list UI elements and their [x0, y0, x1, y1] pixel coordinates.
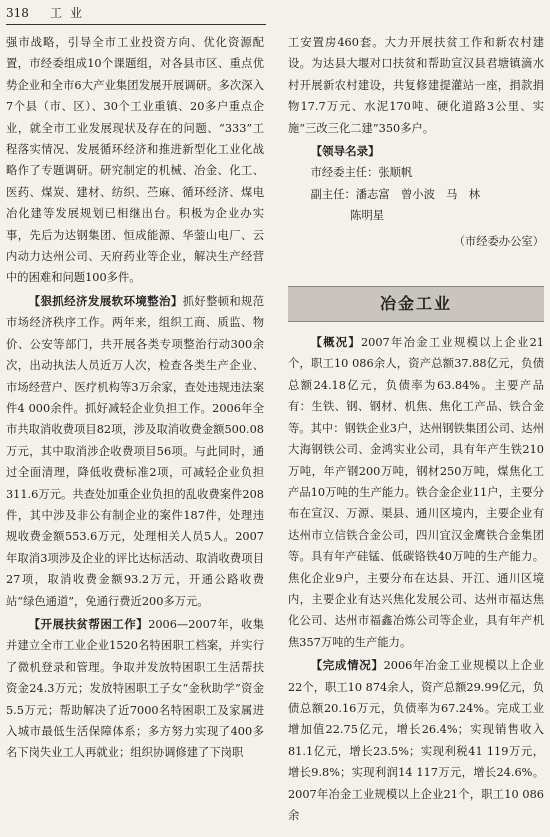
- section-title-metallurgy: 冶金工业: [288, 286, 544, 322]
- heading-completion: 【完成情况】: [310, 658, 384, 673]
- body-poverty: 2006—2007年，收集并建立全市工业企业1520名特困职工档案，并实行了微机登录和管理。争取并发放特困职工生活帮扶资金24.3万元；发放特困职工子女“金秋助学”资金5.5万元；帮助解决了近7000名特困职工及家属进入城市最低生活保障体系；多方努力实现了400多名下岗失业工人再就业；组织协调修建了下岗职: [6, 617, 265, 760]
- body-overview: 2007年冶金工业规模以上企业21个，职工10 086余人，资产总额37.88亿元，负债总额24.18亿元，负债率为63.84%。主要产品有：生铁、钢、钢材、机焦、焦化工产品、铁合金等。其中：钢铁企业3户，达州钢铁集团公司、达州大海钢铁公司、金鸿实业公司，具有年产生铁210万吨，年产钢200万吨，钢材250万吨，煤焦化工产品10万吨的生产能力。铁合金企业11户，主要分布在宣汉、万源、渠县、通川区境内，主要企业有达州市立信铁合金公司，四川宜汉金鹰铁合金集团等。具有年产硅锰、低碳铬铁40万吨的生产能力。焦化企业9户，主要分布在达县、开江、通川区境内，主要企业有达兴焦化发展公司、达州市福达焦化公司、达州市福鑫冶炼公司等企业，具有年产机焦357万吨的生产能力。: [288, 336, 544, 649]
- leader-deputies-cont: 陈明星: [350, 209, 385, 223]
- running-header: [6, 4, 266, 25]
- heading-leaders-line: [288, 141, 544, 162]
- left-column: [6, 32, 264, 764]
- running-title: 工业: [50, 6, 91, 20]
- paragraph-environment: [6, 291, 264, 612]
- heading-poverty: 【开展扶贫帮困工作】: [28, 616, 149, 631]
- body-completion: 2006年冶金工业规模以上企业22个，职工10 874余人，资产总额29.99亿元，负债总额20.16万元，负债率为67.24%。完成工业增加值22.75亿元，增长26.4%；实现销售收入81.1亿元，增长23.5%；实现利税41 119万元，增长9.8%；实现利润14 117万元，增长24.6%。2007年冶金工业规模以上企业21个，职工10 086余: [288, 659, 544, 822]
- heading-leaders: 【领导名录】: [310, 144, 380, 159]
- heading-environment: 【狠抓经济发展软环境整治】: [28, 293, 183, 308]
- page-number: 318: [6, 6, 29, 20]
- leader-deputies: 副主任：潘志富 曾小波 马 林: [310, 187, 481, 201]
- paragraph-research: 强市战略，引导全市工业投资方向、优化资源配置，市经委组成10个课题组，对各县市区、重点优势企业和全市6大产业集团发展开展调研。多次深入7个县（市、区）、30个工业重镇、20多户重点企业，就全市工业发展现状及存在的问题、“333”工程落实情况、发展循环经济和推进新型化工业化战略作了专题调研。研究制定的机械、冶金、化工、医药、煤炭、建材、纺织、苎麻、循环经济、煤电冶化建等发展规划已相继出台。积极为企业办实事，先后为达钢集团、恒成能源、华蓥山电厂、云内动力达州公司、天府药业等企业，解决生产经营中的困难和问题100多件。: [6, 36, 264, 285]
- right-column: [288, 32, 544, 826]
- paragraph-housing: 工安置房460套。大力开展扶贫工作和新农村建设。为达县大堰对口扶贫和帮助宣汉县君塘镇滴水村开展新农村建设，共复修建提灌站一座，捐款捐物17.7万元、水泥170吨、硬化道路3公里、实施“三改三化二建”350多户。: [288, 36, 544, 135]
- source-note: （市经委办公室）: [453, 234, 544, 248]
- heading-overview: 【概况】: [310, 336, 361, 350]
- paragraph-poverty: [6, 614, 264, 764]
- leader-director: 市经委主任：张顺帆: [310, 166, 413, 180]
- paragraph-overview: [288, 332, 544, 653]
- paragraph-completion: [288, 655, 544, 826]
- body-environment: 抓好整顿和规范市场经济秩序工作。两年来，组织工商、质监、物价、公安等部门，共开展各类专项整治行动300余次，出动执法人员近万人次，检查各类生产企业、市场经营户、医疗机构等3万余家，查处违规违法案件4 000余件。抓好减轻企业负担工作。2006年全市共取消收费项目82项，涉及取消收费金额500.08万元，其中取消涉企收费项目56项。与此同时，通过全面清理，降低收费标准2项，可减轻企业负担311.6万元。共查处加重企业负担的乱收费案件208件，其中涉及非公有制企业的案件187件，处理违规收费金额553.6万元，处理相关人员5人。2007年取消3项涉及企业的评比达标活动、取消收费项目27项，取消收费金额93.2万元，开通公路收费站“绿色通道”，免通行费近200多万元。: [6, 294, 264, 608]
